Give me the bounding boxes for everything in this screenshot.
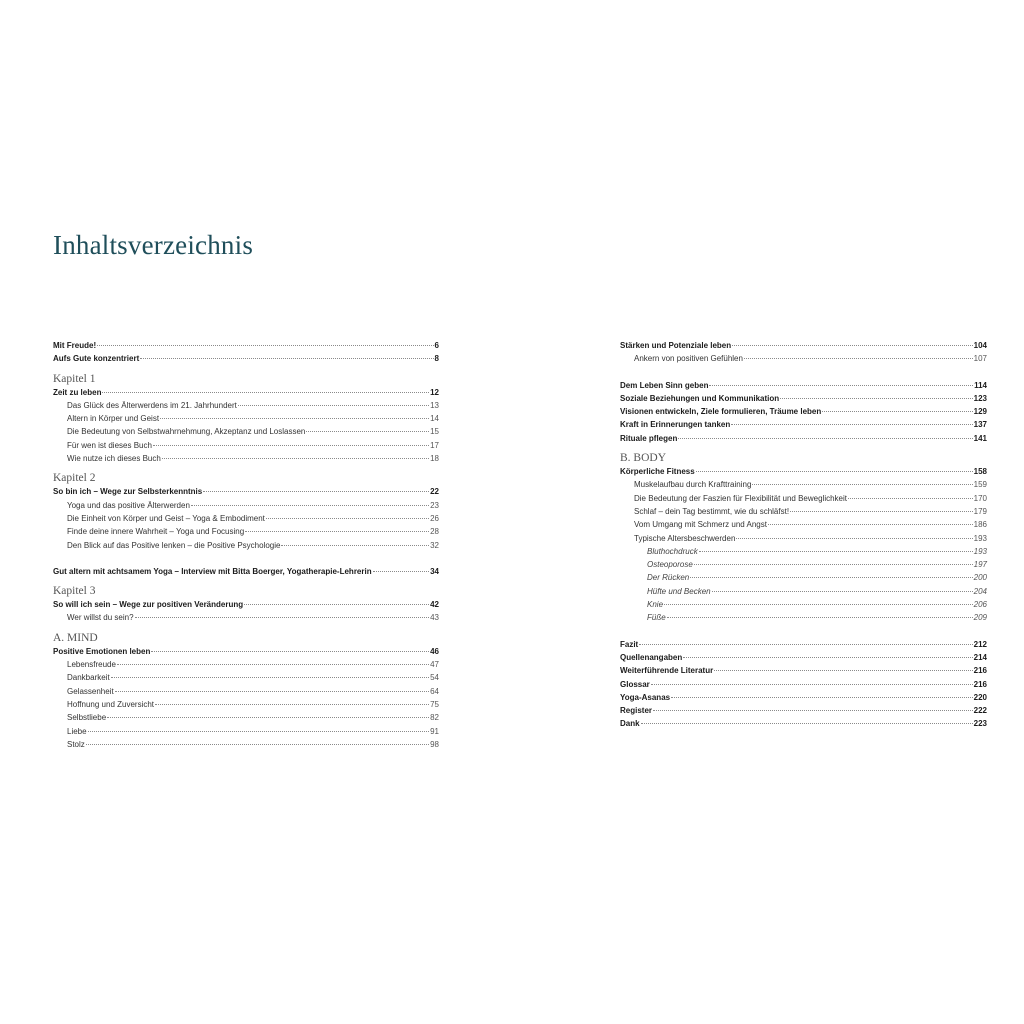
toc-entry-page-number: 91 [430,726,439,736]
toc-entry-label: Für wen ist dieses Buch [67,440,152,450]
toc-entry-liebe[interactable] [53,725,439,738]
toc-entry-fu-e[interactable] [620,611,987,624]
toc-entry-page-number: 23 [430,500,439,510]
dot-leader [744,358,973,359]
toc-entry-page-number: 17 [430,440,439,450]
dot-leader [664,604,973,605]
toc-entry-die-bedeutung-der-faszien-fur-flexibilit[interactable] [620,492,987,505]
toc-entry-page-number: 220 [973,692,987,702]
dot-leader [752,484,972,485]
dot-leader [102,392,429,393]
dot-leader [151,651,429,652]
toc-section-heading: A. MIND [53,631,98,644]
toc-entry-soziale-beziehungen-und-kommunikation[interactable] [620,392,987,405]
toc-entry-label: Bluthochdruck [647,546,698,556]
dot-leader [780,398,973,399]
toc-entry-dem-leben-sinn-geben[interactable] [620,379,987,392]
toc-entry-ankern-von-positiven-gefuhlen[interactable] [620,352,987,365]
toc-entry-page-number: 212 [973,639,987,649]
toc-entry-page-number: 43 [430,613,439,623]
toc-entry-lebensfreude[interactable] [53,658,439,671]
toc-entry-visionen-entwickeln-ziele-formulieren-tr[interactable] [620,405,987,418]
dot-leader [306,431,429,432]
dot-leader [678,438,972,439]
toc-spacer [620,366,987,379]
toc-entry-muskelaufbau-durch-krafttraining[interactable] [620,478,987,491]
toc-entry-typische-altersbeschwerden[interactable] [620,532,987,545]
toc-entry-page-number: 179 [973,506,987,516]
toc-entry-label: Liebe [67,726,87,736]
toc-entry-page-number: 42 [430,600,439,610]
toc-entry-wer-willst-du-sein[interactable] [53,611,439,624]
toc-entry-label: Dank [620,719,640,729]
dot-leader [160,418,429,419]
toc-entry-label: Den Blick auf das Positive lenken – die Positive Psychologie [67,540,281,550]
toc-entry-page-number: 193 [973,533,987,543]
dot-leader [153,445,429,446]
toc-entry-das-gluck-des-alterwerdens-im-21-jahrhun[interactable] [53,399,439,412]
toc-entry-knie[interactable] [620,598,987,611]
toc-entry-vom-umgang-mit-schmerz-und-angst[interactable] [620,518,987,531]
toc-entry-page-number: 222 [973,706,987,716]
toc-entry-aufs-gute-konzentriert[interactable] [53,352,439,365]
dot-leader [244,604,429,605]
dot-leader [162,458,429,459]
dot-leader [135,617,430,618]
dot-leader [373,571,429,572]
toc-entry-schlaf-dein-tag-bestimmt-wie-du-schlafst[interactable] [620,505,987,518]
toc-entry-finde-deine-innere-wahrheit-yoga-und-foc[interactable] [53,525,439,538]
dot-leader [848,498,973,499]
toc-entry-page-number: 141 [973,433,987,443]
toc-entry-label: Selbstliebe [67,713,107,723]
toc-entry-page-number: 8 [434,354,439,364]
toc-entry-page-number: 32 [430,540,439,550]
toc-entry-hoffnung-und-zuversicht[interactable] [53,698,439,711]
toc-entry-page-number: 197 [973,560,987,570]
toc-entry-so-will-ich-sein-wege-zur-positiven-vera[interactable] [53,598,439,611]
toc-entry-label: Altern in Körper und Geist [67,414,160,424]
dot-leader [203,491,429,492]
toc-entry-yoga-und-das-positive-alterwerden[interactable] [53,499,439,512]
toc-entry-gelassenheit[interactable] [53,685,439,698]
toc-entry-den-blick-auf-das-positive-lenken-die-po[interactable] [53,539,439,552]
dot-leader [683,657,972,658]
toc-entry-page-number: 98 [430,739,439,749]
dot-leader [88,731,430,732]
toc-section-heading: Kapitel 1 [53,372,96,385]
toc-entry-selbstliebe[interactable] [53,711,439,724]
dot-leader [690,577,972,578]
toc-entry-page-number: 107 [973,354,987,364]
toc-entry-page-number: 54 [430,673,439,683]
toc-entry-starken-und-potenziale-leben[interactable] [620,339,987,352]
dot-leader [651,684,973,685]
toc-entry-label: Hoffnung und Zuversicht [67,699,155,709]
toc-entry-fur-wen-ist-dieses-buch[interactable] [53,439,439,452]
toc-entry-die-bedeutung-von-selbstwahrnehmung-akze[interactable] [53,425,439,438]
toc-entry-label: Dem Leben Sinn geben [620,380,709,390]
toc-entry-gut-altern-mit-achtsamem-yoga-interview-[interactable] [53,565,439,578]
toc-entry-label: Muskelaufbau durch Krafttraining [634,480,752,490]
toc-entry-label: Visionen entwickeln, Ziele formulieren, Träume leben [620,407,822,417]
dot-leader [155,704,429,705]
toc-entry-dank[interactable] [620,717,987,730]
toc-entry-page-number: 123 [973,393,987,403]
toc-entry-label: Füße [647,613,666,623]
toc-entry-label: Finde deine innere Wahrheit – Yoga und Focusing [67,527,245,537]
toc-entry-label: Wer willst du sein? [67,613,134,623]
toc-entry-page-number: 47 [430,660,439,670]
dot-leader [667,617,973,618]
toc-entry-page-number: 46 [430,646,439,656]
toc-entry-page-number: 26 [430,513,439,523]
toc-left-column [53,339,439,751]
dot-leader [822,411,972,412]
toc-entry-label: Der Rücken [647,573,690,583]
toc-entry-label: Fazit [620,639,639,649]
toc-entry-page-number: 6 [434,341,439,350]
dot-leader [140,358,433,359]
toc-entry-page-number: 114 [974,380,987,390]
toc-entry-hufte-und-becken[interactable] [620,585,987,598]
toc-entry-page-number: 82 [430,713,439,723]
toc-entry-page-number: 159 [973,480,987,490]
toc-entry-page-number: 193 [973,546,987,556]
toc-entry-page-number: 15 [430,427,439,437]
toc-entry-label: Hüfte und Becken [647,586,711,596]
dot-leader [694,564,973,565]
toc-entry-korperliche-fitness[interactable] [620,465,987,478]
toc-entry-page-number: 28 [430,527,439,537]
toc-entry-label: Soziale Beziehungen und Kommunikation [620,393,780,403]
toc-entry-label: Ankern von positiven Gefühlen [634,354,743,364]
dot-leader [115,691,429,692]
toc-entry-page-number: 206 [973,600,987,610]
toc-entry-weiterfuhrende-literatur[interactable] [620,664,987,677]
toc-section-heading: B. BODY [620,452,667,465]
dot-leader [712,591,973,592]
toc-entry-fazit[interactable] [620,638,987,651]
dot-leader [641,723,973,724]
toc-entry-label: Yoga-Asanas [620,692,671,702]
toc-spacer [620,625,987,638]
dot-leader [191,505,429,506]
dot-leader [639,644,972,645]
dot-leader [107,717,429,718]
toc-entry-positive-emotionen-leben[interactable] [53,645,439,658]
toc-entry-label: Das Glück des Älterwerdens im 21. Jahrhundert [67,400,237,410]
dot-leader [699,551,973,552]
dot-leader [266,518,429,519]
toc-entry-label: Weiterführende Literatur [620,666,714,676]
toc-spacer [53,552,439,565]
toc-right-column [620,339,987,731]
toc-entry-label: So bin ich – Wege zur Selbsterkenntnis [53,487,203,497]
toc-entry-page-number: 75 [430,699,439,709]
dot-leader [117,664,429,665]
toc-entry-label: Gelassenheit [67,686,114,696]
toc-entry-yoga-asanas[interactable] [620,691,987,704]
toc-entry-label: Lebensfreude [67,660,116,670]
toc-entry-label: Körperliche Fitness [620,467,695,477]
toc-entry-mit-freude[interactable] [53,339,439,352]
toc-entry-label: Glossar [620,679,650,689]
toc-entry-page-number: 18 [430,454,439,464]
toc-entry-label: Rituale pflegen [620,433,678,443]
dot-leader [86,744,429,745]
toc-entry-so-bin-ich-wege-zur-selbsterkenntnis[interactable] [53,485,439,498]
dot-leader [790,511,973,512]
toc-entry-label: Typische Altersbeschwerden [634,533,736,543]
toc-entry-kraft-in-erinnerungen-tanken[interactable] [620,418,987,431]
dot-leader [768,524,973,525]
toc-entry-label: So will ich sein – Wege zur positiven Veränderung [53,600,244,610]
toc-entry-page-number: 223 [973,719,987,729]
toc-entry-page-number: 34 [430,566,439,576]
dot-leader [714,670,972,671]
dot-leader [111,677,429,678]
dot-leader [732,345,973,346]
toc-entry-page-number: 204 [973,586,987,596]
toc-entry-page-number: 64 [430,686,439,696]
toc-entry-label: Die Einheit von Körper und Geist – Yoga & Embodiment [67,513,265,523]
toc-entry-label: Positive Emotionen leben [53,646,151,656]
toc-entry-label: Kraft in Erinnerungen tanken [620,420,731,430]
toc-entry-page-number: 214 [973,652,987,662]
toc-entry-zeit-zu-leben[interactable] [53,386,439,399]
toc-entry-label: Mit Freude! [53,341,97,350]
toc-entry-label: Aufs Gute konzentriert [53,354,140,364]
dot-leader [709,385,973,386]
toc-entry-page-number: 22 [430,487,439,497]
dot-leader [696,471,973,472]
toc-entry-page-number: 14 [430,414,439,424]
toc-entry-page-number: 170 [973,493,987,503]
toc-entry-rituale-pflegen[interactable] [620,432,987,445]
toc-entry-wie-nutze-ich-dieses-buch[interactable] [53,452,439,465]
page-title: Inhaltsverzeichnis [53,230,254,260]
toc-section-heading: Kapitel 3 [53,585,96,598]
toc-section-heading: Kapitel 2 [53,472,96,485]
toc-entry-stolz[interactable] [53,738,439,751]
toc-entry-page-number: 137 [973,420,987,430]
toc-entry-label: Quellenangaben [620,652,683,662]
dot-leader [281,545,429,546]
toc-entry-label: Stolz [67,739,85,749]
toc-entry-label: Vom Umgang mit Schmerz und Angst [634,520,767,530]
dot-leader [736,538,972,539]
toc-entry-label: Gut altern mit achtsamem Yoga – Interview mit Bitta Boerger, Yogatherapie-Lehrerin [53,566,372,576]
toc-entry-page-number: 13 [430,400,439,410]
toc-entry-label: Register [620,706,653,716]
toc-entry-label: Schlaf – dein Tag bestimmt, wie du schläfst! [634,506,790,516]
toc-entry-page-number: 12 [430,387,439,397]
toc-entry-quellenangaben[interactable] [620,651,987,664]
toc-entry-bluthochdruck[interactable] [620,545,987,558]
toc-entry-page-number: 186 [973,520,987,530]
toc-entry-der-rucken[interactable] [620,571,987,584]
dot-leader [238,405,429,406]
dot-leader [731,424,972,425]
dot-leader [653,710,973,711]
toc-entry-label: Die Bedeutung der Faszien für Flexibilität und Beweglichkeit [634,493,848,503]
toc-entry-register[interactable] [620,704,987,717]
toc-entry-osteoporose[interactable] [620,558,987,571]
toc-entry-label: Zeit zu leben [53,387,102,397]
toc-entry-label: Wie nutze ich dieses Buch [67,454,161,464]
toc-entry-label: Knie [647,600,664,610]
toc-entry-page-number: 129 [973,407,987,417]
toc-entry-glossar[interactable] [620,678,987,691]
toc-entry-page-number: 216 [973,679,987,689]
toc-entry-label: Dankbarkeit [67,673,110,683]
toc-entry-dankbarkeit[interactable] [53,671,439,684]
toc-entry-label: Osteoporose [647,560,693,570]
dot-leader [245,531,429,532]
toc-entry-page-number: 158 [973,467,987,477]
toc-entry-label: Stärken und Potenziale leben [620,341,732,350]
toc-entry-label: Die Bedeutung von Selbstwahrnehmung, Akzeptanz und Loslassen [67,427,306,437]
toc-entry-page-number: 104 [973,341,987,350]
dot-leader [97,345,433,346]
toc-entry-page-number: 200 [973,573,987,583]
toc-entry-label: Yoga und das positive Älterwerden [67,500,190,510]
toc-entry-page-number: 216 [973,666,987,676]
toc-entry-altern-in-korper-und-geist[interactable] [53,412,439,425]
dot-leader [671,697,973,698]
toc-entry-die-einheit-von-korper-und-geist-yoga-em[interactable] [53,512,439,525]
toc-entry-page-number: 209 [973,613,987,623]
